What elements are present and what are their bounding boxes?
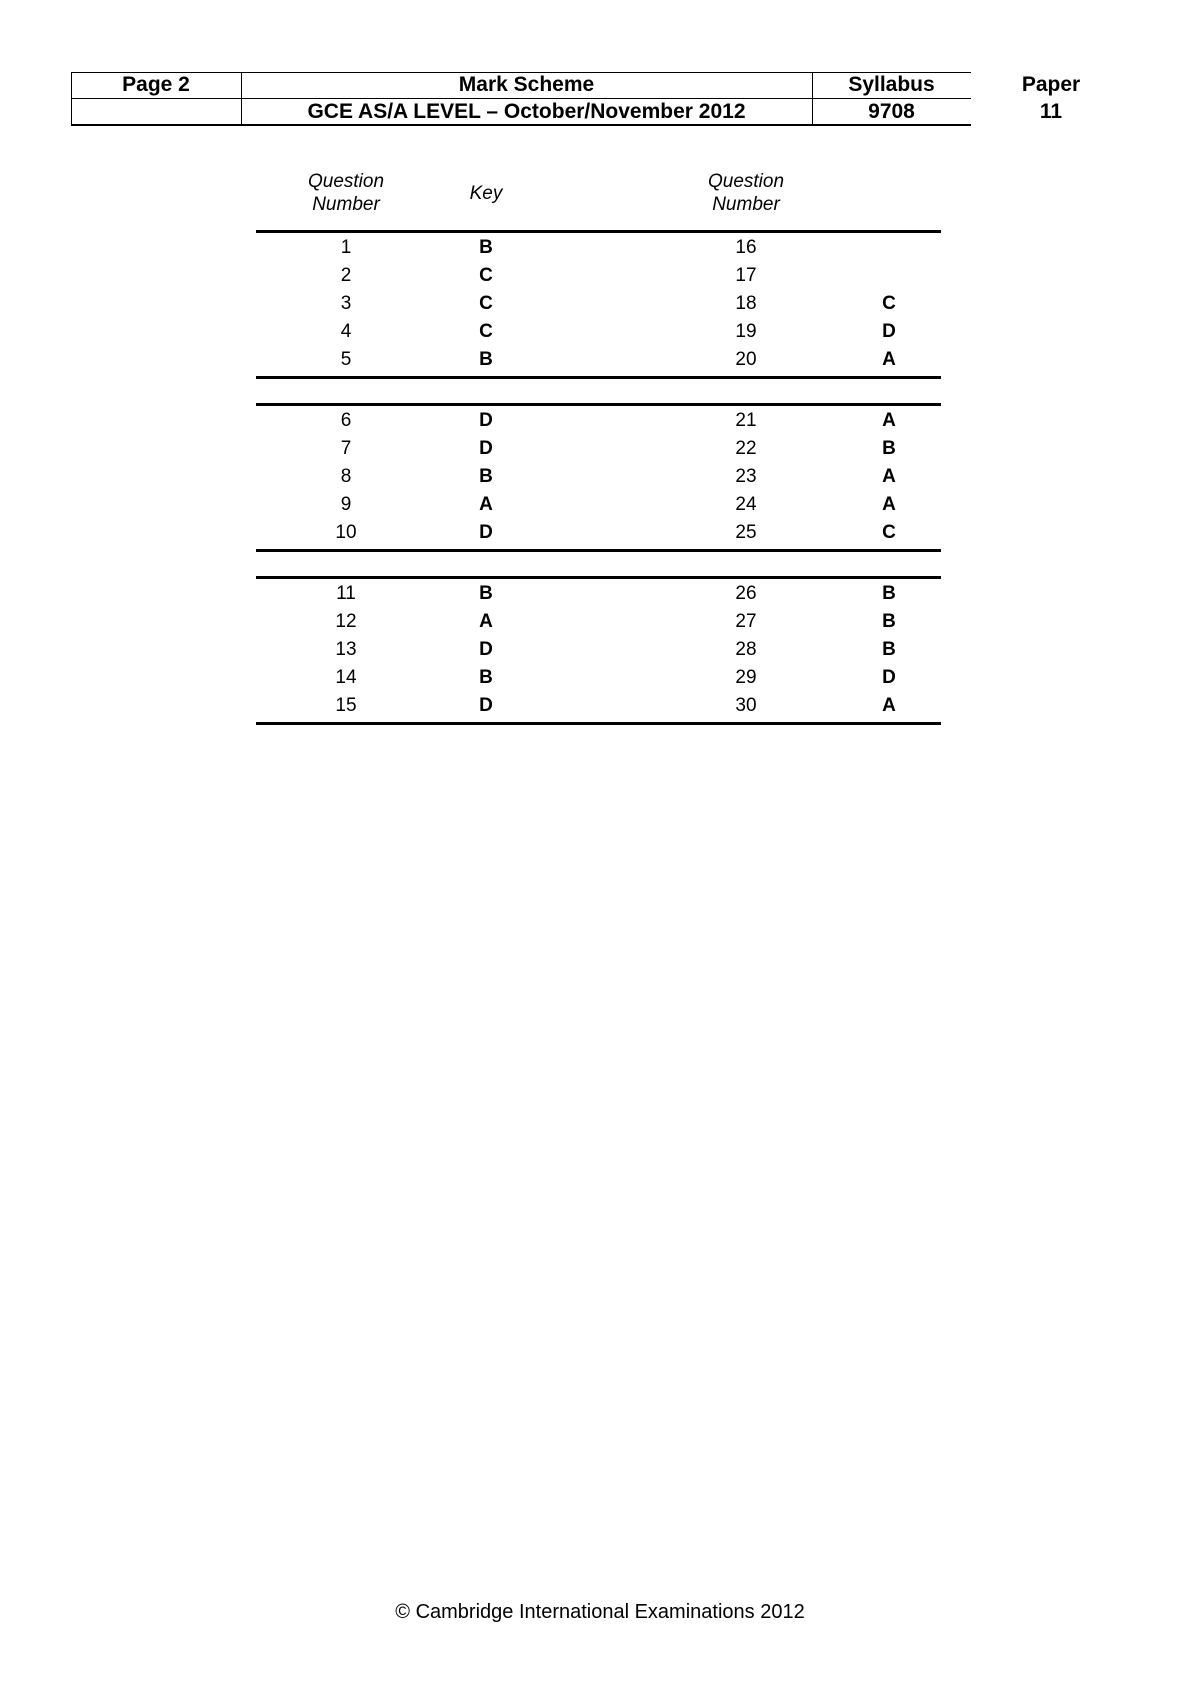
answer-key-cell: D — [479, 522, 493, 543]
answer-key-cell: A — [882, 494, 896, 515]
question-number-cell: 4 — [340, 321, 352, 342]
table-row — [256, 318, 941, 346]
table-row — [256, 407, 941, 435]
answer-key-cell: B — [882, 611, 896, 632]
answer-key-cell: B — [882, 639, 896, 660]
answer-key-cell: A — [882, 466, 896, 487]
answer-key-cell: C — [882, 293, 896, 314]
paper-label: Paper — [1021, 73, 1081, 96]
answer-key-cell: D — [882, 667, 896, 688]
question-number-cell: 22 — [735, 438, 757, 459]
doc-subtitle: GCE AS/A LEVEL – October/November 2012 — [307, 100, 746, 123]
table-row — [256, 463, 941, 491]
table-rule — [256, 230, 941, 233]
question-number-cell: 27 — [735, 611, 757, 632]
table-rule — [256, 576, 941, 579]
answer-key-cell: A — [882, 410, 896, 431]
table-row — [256, 664, 941, 692]
table-row — [256, 580, 941, 608]
question-number-cell: 18 — [735, 293, 757, 314]
answer-key-cell: C — [479, 265, 493, 286]
question-number-cell: 24 — [735, 494, 757, 515]
question-number-cell: 17 — [735, 265, 757, 286]
question-number-cell: 15 — [335, 695, 357, 716]
question-number-cell: 12 — [335, 611, 357, 632]
table-row — [256, 491, 941, 519]
answer-key-cell: A — [479, 494, 493, 515]
question-number-cell: 21 — [735, 410, 757, 431]
answer-key-cell: B — [479, 349, 493, 370]
answer-key-cell: B — [479, 237, 493, 258]
page-label: Page 2 — [122, 73, 190, 96]
answer-key-cell: C — [479, 293, 493, 314]
question-number-cell: 5 — [340, 349, 352, 370]
question-number-cell: 9 — [340, 494, 352, 515]
answer-key-cell: B — [479, 667, 493, 688]
answer-key-cell: B — [479, 466, 493, 487]
answer-key-cell: B — [882, 583, 896, 604]
copyright-footer: © Cambridge International Examinations 2012 — [395, 1601, 805, 1623]
question-number-cell: 29 — [735, 667, 757, 688]
question-number-cell: 30 — [735, 695, 757, 716]
doc-title: Mark Scheme — [458, 73, 595, 96]
column-header-line: Number — [712, 194, 780, 215]
answer-key-cell: D — [479, 410, 493, 431]
column-header-line: Number — [312, 194, 380, 215]
table-row — [256, 234, 941, 262]
question-number-cell: 13 — [335, 639, 357, 660]
table-row — [256, 636, 941, 664]
column-header-key: Key — [469, 183, 503, 204]
table-rule — [256, 549, 941, 552]
answer-key-cell: D — [882, 321, 896, 342]
answer-key-cell: A — [882, 695, 896, 716]
column-header-question-number-2 — [696, 170, 796, 216]
table-row — [256, 262, 941, 290]
answer-key-cell: A — [882, 349, 896, 370]
question-number-cell: 19 — [735, 321, 757, 342]
answer-key-cell: C — [479, 321, 493, 342]
answer-key-cell: D — [479, 639, 493, 660]
answer-key-cell: B — [882, 438, 896, 459]
question-number-cell: 23 — [735, 466, 757, 487]
table-row — [256, 346, 941, 374]
column-header-line: Question — [707, 171, 785, 192]
question-number-cell: 8 — [340, 466, 352, 487]
answer-key-cell: B — [479, 583, 493, 604]
question-number-cell: 14 — [335, 667, 357, 688]
table-row — [256, 692, 941, 720]
table-row — [256, 290, 941, 318]
answer-key-cell: D — [479, 438, 493, 459]
question-number-cell: 28 — [735, 639, 757, 660]
table-row — [256, 435, 941, 463]
question-number-cell: 1 — [340, 237, 352, 258]
question-number-cell: 25 — [735, 522, 757, 543]
question-number-cell: 10 — [335, 522, 357, 543]
syllabus-value: 9708 — [868, 100, 915, 123]
question-number-cell: 16 — [735, 237, 757, 258]
question-number-cell: 11 — [336, 583, 356, 604]
question-number-cell: 6 — [340, 410, 352, 431]
table-row — [256, 608, 941, 636]
answer-key-cell: C — [882, 522, 896, 543]
table-rule — [256, 403, 941, 406]
table-row — [256, 519, 941, 547]
syllabus-label: Syllabus — [848, 73, 935, 96]
question-number-cell: 2 — [340, 265, 352, 286]
table-rule — [256, 376, 941, 379]
column-header-question-number — [296, 170, 396, 216]
question-number-cell: 26 — [735, 583, 757, 604]
document-header — [71, 72, 1083, 126]
paper-value: 11 — [1039, 100, 1063, 123]
question-number-cell: 7 — [340, 438, 352, 459]
question-number-cell: 20 — [735, 349, 757, 370]
column-header-line: Question — [307, 171, 385, 192]
answer-key-cell: D — [479, 695, 493, 716]
question-number-cell: 3 — [340, 293, 352, 314]
answer-key-cell: A — [479, 611, 493, 632]
table-rule — [256, 722, 941, 725]
